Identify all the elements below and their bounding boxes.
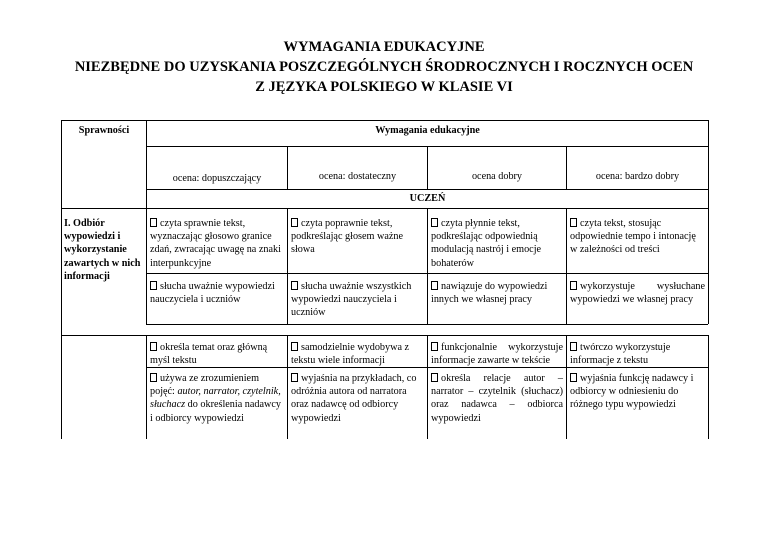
checkbox-bullet-icon: [431, 342, 438, 351]
document-title-line-2: NIEZBĘDNE DO UZYSKANIA POSZCZEGÓLNYCH ŚRODROCZNYCH I ROCZNYCH OCEN: [74, 59, 694, 75]
requirement-cell: czyta poprawnie tekst, podkreślając głosem ważne słowa: [291, 218, 404, 256]
requirement-cell: nawiązuje do wypowiedzi innych we własnej pracy: [431, 281, 548, 306]
checkbox-bullet-icon: [431, 218, 438, 227]
checkbox-bullet-icon: [291, 342, 298, 351]
header-skills: Sprawności: [78, 125, 130, 136]
requirement-cell: samodzielnie wydobywa z tekstu wiele informacji: [291, 342, 410, 367]
requirement-cell: funkcjonalnie wykorzystuje informacje zawarte w tekście: [431, 342, 563, 367]
requirement-cell: słucha uważnie wszystkich wypowiedzi nauczyciela i uczniów: [291, 281, 412, 319]
requirement-cell: słucha uważnie wypowiedzi nauczyciela i uczniów: [150, 281, 275, 306]
grade-header-2: ocena: dostateczny: [318, 171, 397, 182]
checkbox-bullet-icon: [150, 218, 157, 227]
grade-header-1: ocena: dopuszczający: [172, 173, 262, 184]
requirement-cell: czyta tekst, stosując odpowiednie tempo i intonację w zależności od treści: [570, 218, 696, 256]
requirement-cell: czyta sprawnie tekst, wyznaczając głosowo granice zdań, zwracając uwagę na znaki interpunkcyjne: [150, 218, 281, 269]
requirement-cell: używa ze zrozumieniem pojęć: autor, narrator, czytelnik, słuchacz do określenia nadawcy i odbiorcy wypowiedzi: [150, 373, 281, 424]
checkbox-bullet-icon: [150, 281, 157, 290]
requirement-cell: wykorzystuje wysłuchane wypowiedzi we własnej pracy: [570, 281, 705, 306]
requirement-cell: określa temat oraz główną myśl tekstu: [150, 342, 268, 367]
checkbox-bullet-icon: [291, 373, 298, 382]
checkbox-bullet-icon: [570, 342, 577, 351]
grade-header-3: ocena dobry: [471, 171, 523, 182]
header-requirements: Wymagania edukacyjne: [375, 125, 480, 136]
section-title: I. Odbiór wypowiedzi i wykorzystanie zawartych w nich informacji: [64, 218, 141, 282]
checkbox-bullet-icon: [431, 373, 438, 382]
checkbox-bullet-icon: [150, 342, 157, 351]
checkbox-bullet-icon: [431, 281, 438, 290]
checkbox-bullet-icon: [570, 373, 577, 382]
document-title-line-3: Z JĘZYKA POLSKIEGO W KLASIE VI: [255, 79, 513, 95]
checkbox-bullet-icon: [291, 218, 298, 227]
grade-header-4: ocena: bardzo dobry: [595, 171, 680, 182]
requirement-cell: określa relacje autor – narrator – czytelnik (słuchacz) oraz nadawca – odbiorca wypowiedzi: [431, 373, 563, 424]
student-label: UCZEŃ: [409, 193, 446, 204]
checkbox-bullet-icon: [150, 373, 157, 382]
requirement-cell: twórczo wykorzystuje informacje z tekstu: [570, 342, 671, 367]
requirement-cell: wyjaśnia funkcję nadawcy i odbiorcy w odniesieniu do różnego typu wypowiedzi: [570, 373, 694, 411]
checkbox-bullet-icon: [570, 218, 577, 227]
requirement-cell: czyta płynnie tekst, podkreślając odpowiednią modulacją nastrój i emocje bohaterów: [431, 218, 542, 269]
document-title-line-1: WYMAGANIA EDUKACYJNE: [283, 39, 485, 55]
checkbox-bullet-icon: [570, 281, 577, 290]
checkbox-bullet-icon: [291, 281, 298, 290]
requirement-cell: wyjaśnia na przykładach, co odróżnia autora od narratora oraz nadawcę od odbiorcy wypowiedzi: [291, 373, 417, 424]
